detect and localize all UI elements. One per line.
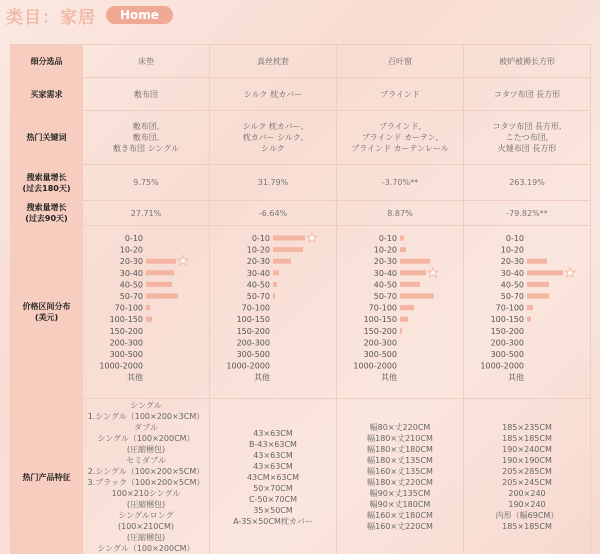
row-label-subcategory: 细分选品 (11, 45, 83, 78)
price-bar (146, 282, 172, 287)
price-tick-label: 70-100 (368, 303, 397, 313)
price-tick-label: 200-300 (363, 338, 397, 348)
price-tick-label: 其他 (381, 373, 397, 383)
price-bar (527, 282, 549, 287)
price-tick-label: 300-500 (490, 350, 524, 359)
star-icon: ★ (427, 265, 439, 281)
price-tick-label: 10-20 (373, 245, 397, 255)
buyer-need-cell: 敷布団 (83, 78, 210, 111)
price-tick-label: 30-40 (373, 268, 397, 278)
keywords-cell: 敷布团, 敷布団, 敷き布団 シングル (83, 111, 210, 165)
price-tick-label: 0-10 (124, 234, 143, 243)
price-tick-label: 50-70 (119, 292, 143, 301)
keywords-cell: シルク 枕カバー, 枕カバー シルク, シルク (210, 111, 337, 165)
price-tick-label: 1000-2000 (226, 361, 270, 371)
price-bar (273, 294, 275, 299)
keywords-cell: コタツ布団 長方形, こたつ布団, 火燵布団 長方形 (464, 111, 591, 165)
price-chart-cell (210, 226, 337, 399)
price-tick-label: 30-40 (500, 268, 524, 278)
price-tick-label: 50-70 (246, 292, 270, 301)
price-bar (400, 282, 420, 287)
price-tick-label: 300-500 (236, 350, 270, 359)
price-tick-label: 40-50 (246, 280, 270, 290)
price-bar (400, 270, 426, 275)
subcategory-cell: 床垫 (83, 45, 210, 78)
features-cell: 幅80×丈220CM 幅180×丈210CM 幅180×丈180CM 幅180×丈135CM 幅160×丈135CM 幅180×丈220CM 幅90×丈135CM 幅90×丈180CM 幅160×丈180CM 幅160×丈220CM (337, 399, 464, 554)
price-bar (146, 317, 152, 322)
row-label-hot-features: 热门产品特征 (11, 399, 83, 554)
price-chart-cell (83, 226, 210, 399)
price-tick-label: 其他 (254, 373, 270, 383)
price-bar (146, 270, 174, 275)
price-bar (146, 259, 176, 264)
growth-180-cell: 263.19% (464, 165, 591, 201)
growth-180-row (11, 165, 591, 201)
price-tick-label: 150-200 (363, 326, 397, 336)
price-tick-label: 70-100 (114, 303, 143, 313)
price-tick-label: 10-20 (500, 245, 524, 255)
price-tick-label: 150-200 (109, 326, 143, 336)
price-tick-label: 20-30 (373, 257, 397, 267)
price-chart-3 (464, 226, 591, 398)
price-bar (146, 294, 178, 299)
price-bar (400, 294, 434, 299)
price-tick-label: 100-150 (236, 315, 270, 325)
price-chart-cell (337, 226, 464, 399)
subcategory-cell: 百叶窗 (337, 45, 464, 78)
price-tick-label: 0-10 (378, 234, 397, 243)
row-label-buyer-need: 买家需求 (11, 78, 83, 111)
row-label-hot-keywords: 热门关键词 (11, 111, 83, 165)
price-tick-label: 1000-2000 (480, 361, 524, 371)
price-bar (527, 294, 549, 299)
price-bar (273, 259, 291, 264)
home-button[interactable]: Home (106, 6, 173, 24)
features-cell: シングル 1.シングル（100×200×3CM） ダブル シングル（100×200CM） (圧縮梱包) セミダブル 2.シングル（100×200×5CM） 3.ブラック（100×200×5CM） 100×210シングル (圧縮梱包) シングルロング (100×210CM) (圧縮梱包) シングル（100×200CM） (83, 399, 210, 554)
price-bar (400, 328, 402, 333)
price-bar (400, 317, 408, 322)
price-tick-label: 100-150 (109, 315, 143, 325)
star-icon: ★ (306, 231, 318, 246)
price-tick-label: 其他 (508, 373, 524, 383)
price-tick-label: 0-10 (251, 234, 270, 243)
hot-features-row (11, 399, 591, 554)
price-tick-label: 150-200 (490, 326, 524, 336)
growth-90-cell: -79.82%** (464, 201, 591, 226)
subcategory-cell: 真丝枕套 (210, 45, 337, 78)
price-tick-label: 20-30 (246, 257, 270, 267)
price-bar (273, 236, 305, 241)
category-table (10, 44, 591, 554)
price-distribution-row (11, 226, 591, 399)
price-tick-label: 40-50 (500, 280, 524, 290)
price-tick-label: 30-40 (119, 268, 143, 278)
price-bar (273, 282, 277, 287)
price-tick-label: 20-30 (500, 257, 524, 267)
hot-keywords-row (11, 111, 591, 165)
price-tick-label: 300-500 (363, 350, 397, 359)
growth-180-cell: 31.79% (210, 165, 337, 201)
row-label-price-distribution: 价格区间分布 (美元) (11, 226, 83, 399)
price-bar (400, 305, 414, 310)
price-bar (400, 236, 404, 241)
growth-90-cell: 8.87% (337, 201, 464, 226)
price-tick-label: 10-20 (119, 245, 143, 255)
growth-180-cell: 9.75% (83, 165, 210, 201)
price-bar (527, 270, 563, 275)
buyer-need-cell: シルク 枕カバー (210, 78, 337, 111)
price-chart-0 (83, 226, 210, 398)
price-tick-label: 40-50 (119, 280, 143, 290)
price-tick-label: 200-300 (236, 338, 270, 348)
features-cell: 43×63CM B-43×63CM 43×63CM 43×63CM 43CM×63CM 50×70CM C-50×70CM 35×50CM A-35×50CM枕カバー (210, 399, 337, 554)
price-tick-label: 70-100 (241, 303, 270, 313)
row-label-growth-180: 搜索量增长 (过去180天) (11, 165, 83, 201)
price-bar (400, 247, 406, 252)
growth-90-row (11, 201, 591, 226)
price-tick-label: 10-20 (246, 245, 270, 255)
price-tick-label: 200-300 (109, 338, 143, 348)
price-bar (527, 317, 531, 322)
growth-90-cell: 27.71% (83, 201, 210, 226)
price-bar (527, 305, 533, 310)
price-chart-2 (337, 226, 464, 398)
price-tick-label: 50-70 (500, 292, 524, 301)
star-icon: ★ (564, 265, 576, 281)
price-tick-label: 其他 (127, 373, 143, 383)
price-bar (400, 259, 430, 264)
price-tick-label: 200-300 (490, 338, 524, 348)
price-tick-label: 1000-2000 (353, 361, 397, 371)
star-icon: ★ (177, 254, 189, 270)
price-tick-label: 30-40 (246, 268, 270, 278)
price-chart-1 (210, 226, 337, 398)
features-cell: 185×235CM 185×185CM 190×240CM 190×190CM 205×285CM 205×245CM 200×240 190×240 内形（幅69CM） 185×185CM (464, 399, 591, 554)
page-header (6, 0, 173, 30)
price-tick-label: 1000-2000 (99, 361, 143, 371)
price-bar (273, 247, 303, 252)
category-title: 类目：家居 (6, 7, 96, 28)
price-tick-label: 100-150 (490, 315, 524, 325)
keywords-cell: ブラインド, ブラインド カーテン, ブラインド カーテンレール (337, 111, 464, 165)
buyer-need-row (11, 78, 591, 111)
growth-180-cell: -3.70%** (337, 165, 464, 201)
price-tick-label: 0-10 (505, 234, 524, 243)
price-tick-label: 300-500 (109, 350, 143, 359)
price-bar (527, 259, 547, 264)
price-tick-label: 100-150 (363, 315, 397, 325)
buyer-need-cell: ブラインド (337, 78, 464, 111)
price-tick-label: 70-100 (495, 303, 524, 313)
price-bar (273, 270, 279, 275)
buyer-need-cell: コタツ布団 長方形 (464, 78, 591, 111)
price-tick-label: 20-30 (119, 257, 143, 267)
price-tick-label: 150-200 (236, 326, 270, 336)
price-tick-label: 40-50 (373, 280, 397, 290)
subcategory-cell: 被炉被褥长方形 (464, 45, 591, 78)
price-chart-cell (464, 226, 591, 399)
row-label-growth-90: 搜索量增长 (过去90天) (11, 201, 83, 226)
price-bar (146, 305, 150, 310)
price-tick-label: 50-70 (373, 292, 397, 301)
subcategory-row (11, 45, 591, 78)
growth-90-cell: -6.64% (210, 201, 337, 226)
